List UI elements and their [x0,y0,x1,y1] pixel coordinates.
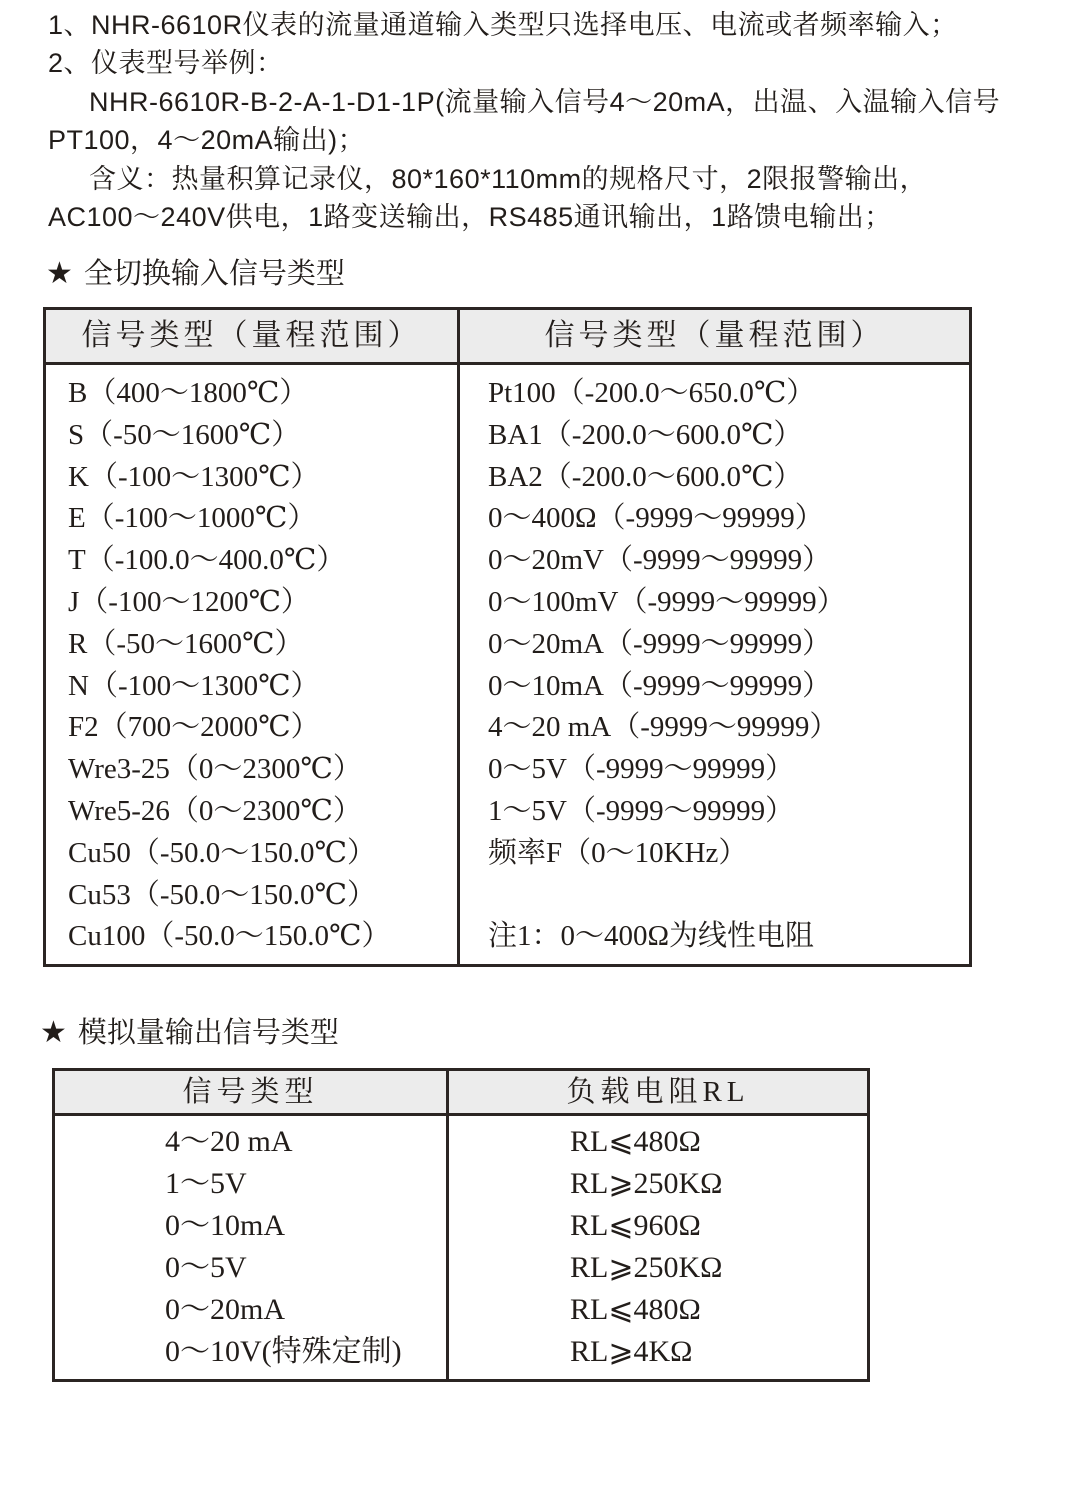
signal-range-item: Cu50（-50.0～150.0℃） [68,836,376,869]
intro-line: PT100，4～20mA输出)； [48,125,366,156]
intro-line: 2、仪表型号举例： [48,48,284,79]
output-signal-item: 0～20mA [165,1293,285,1326]
signal-range-item: 0～5V（-9999～99999） [488,753,795,786]
signal-range-item: BA1（-200.0～600.0℃） [488,418,803,451]
signal-range-item: E（-100～1000℃） [68,502,317,535]
analog-output-table-body [55,1116,867,1379]
input-signal-table-header-row [46,310,969,365]
signal-range-item: B（400～1800℃） [68,377,309,409]
signal-range-item: 0～400Ω（-9999～99999） [488,502,824,535]
load-resistance-item: RL⩾250KΩ [570,1167,723,1200]
intro-paragraphs [48,6,1062,236]
output-signal-item: 1～5V [165,1167,247,1200]
input-signal-column-left [46,365,457,964]
signal-range-item: N（-100～1300℃） [68,669,320,702]
signal-range-item: 0～20mV（-9999～99999） [488,544,832,577]
signal-range-item: K（-100～1300℃） [68,460,320,493]
output-signal-column [55,1116,446,1379]
signal-range-item: 注1：0～400Ω为线性电阻 [488,920,815,953]
input-signal-table [43,307,972,967]
signal-range-item: 1～5V（-9999～99999） [488,794,795,827]
signal-range-item: 0～10mA（-9999～99999） [488,669,832,702]
intro-line: 1、NHR-6610R仪表的流量通道输入类型只选择电压、电流或者频率输入； [48,10,958,40]
section-heading-analog-output [40,1016,339,1050]
input-signal-column-right [457,365,969,964]
signal-range-item: 0～100mV（-9999～99999） [488,585,846,618]
signal-range-item: J（-100～1200℃） [68,585,310,618]
signal-range-item: 4～20 mA（-9999～99999） [488,711,839,744]
section-title: 全切换输入信号类型 [83,258,345,290]
header-cell-load-resistance: 负载电阻RL [446,1071,867,1113]
signal-range-item: Wre5-26（0～2300℃） [68,794,362,827]
section-title: 模拟量输出信号类型 [77,1017,339,1049]
header-cell-signal-type-right: 信号类型（量程范围） [457,310,969,362]
output-signal-item: 4～20 mA [165,1125,293,1158]
signal-range-item: Cu100（-50.0～150.0℃） [68,920,391,953]
load-resistance-item: RL⩾4KΩ [570,1335,693,1368]
input-signal-table-body [46,365,969,964]
header-cell-signal-type-left: 信号类型（量程范围） [81,319,422,352]
header-cell-signal-type: 信号类型 [182,1076,319,1108]
load-resistance-item: RL⩽480Ω [570,1125,701,1158]
signal-range-item: T（-100.0～400.0℃） [68,544,346,577]
signal-range-item [488,875,969,917]
load-resistance-item: RL⩽960Ω [570,1209,701,1242]
signal-range-item: Cu53（-50.0～150.0℃） [68,878,376,911]
output-signal-item: 0～10V(特殊定制) [165,1335,402,1368]
signal-range-item: R（-50～1600℃） [68,627,304,660]
output-signal-item: 0～5V [165,1251,247,1284]
output-signal-item: 0～10mA [165,1209,285,1242]
signal-range-item: BA2（-200.0～600.0℃） [488,460,803,493]
intro-line: 含义：热量积算记录仪，80*160*110mm的规格尺寸，2限报警输出， [89,163,928,194]
signal-range-item: 频率F（0～10KHz） [488,836,748,869]
intro-line: NHR-6610R-B-2-A-1-D1-1P(流量输入信号4～20mA，出温、入温输入信号 [89,86,1001,117]
signal-range-item: 0～20mA（-9999～99999） [488,627,832,660]
intro-line: AC100～240V供电，1路变送输出，RS485通讯输出，1路馈电输出； [48,202,892,233]
analog-output-table-header-row [55,1071,867,1116]
signal-range-item: S（-50～1600℃） [68,418,301,451]
star-icon: ★ [40,1016,67,1049]
analog-output-table [52,1068,870,1382]
load-resistance-item: RL⩽480Ω [570,1293,701,1326]
load-resistance-column [446,1116,867,1379]
load-resistance-item: RL⩾250KΩ [570,1251,723,1284]
signal-range-item: Pt100（-200.0～650.0℃） [488,377,816,409]
signal-range-item: Wre3-25（0～2300℃） [68,753,362,786]
star-icon: ★ [46,257,73,290]
section-heading-input-signals [46,257,345,291]
signal-range-item: F2（700～2000℃） [68,711,320,744]
